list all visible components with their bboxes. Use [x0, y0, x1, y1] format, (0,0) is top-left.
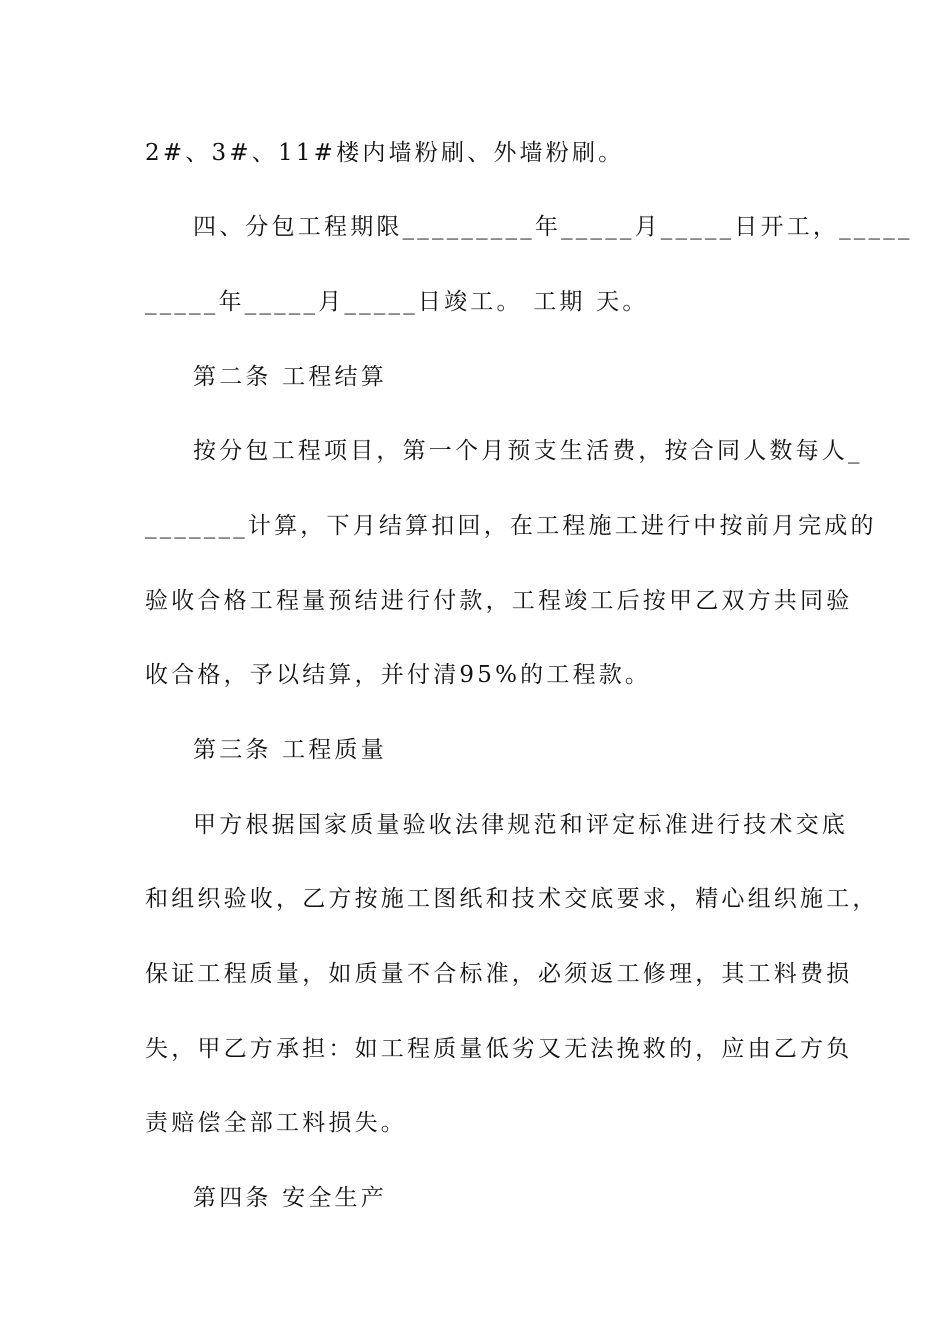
article-two-line-4: 收合格，予以结算，并付清95%的工程款。: [145, 662, 652, 688]
article-two-line-1: 按分包工程项目，第一个月预支生活费，按合同人数每人_: [193, 438, 863, 464]
section-four-line-1: 四、分包工程期限_________年_____月_____日开工，_____: [193, 214, 913, 240]
article-three-line-1: 甲方根据国家质量验收法律规范和评定标准进行技术交底: [193, 812, 848, 838]
article-three-line-4: 失，甲乙方承担：如工程质量低劣又无法挽救的，应由乙方负: [145, 1036, 853, 1062]
article-three-line-3: 保证工程质量，如质量不合标准，必须返工修理，其工料费损: [145, 961, 853, 987]
article-two-heading: 第二条 工程结算: [193, 364, 387, 390]
section-four-line-2: _____年_____月_____日竣工。 工期 天。: [145, 289, 649, 315]
text-line-1: 2#、3#、11#楼内墙粉刷、外墙粉刷。: [145, 140, 625, 166]
article-three-line-5: 责赔偿全部工料损失。: [145, 1110, 407, 1136]
article-four-heading: 第四条 安全生产: [193, 1185, 387, 1211]
article-two-line-3: 验收合格工程量预结进行付款，工程竣工后按甲乙双方共同验: [145, 588, 853, 614]
article-three-line-2: 和组织验收，乙方按施工图纸和技术交底要求，精心组织施工，: [145, 886, 879, 912]
article-two-line-2: _______计算，下月结算扣回，在工程施工进行中按前月完成的: [145, 513, 877, 539]
article-three-heading: 第三条 工程质量: [193, 737, 387, 763]
